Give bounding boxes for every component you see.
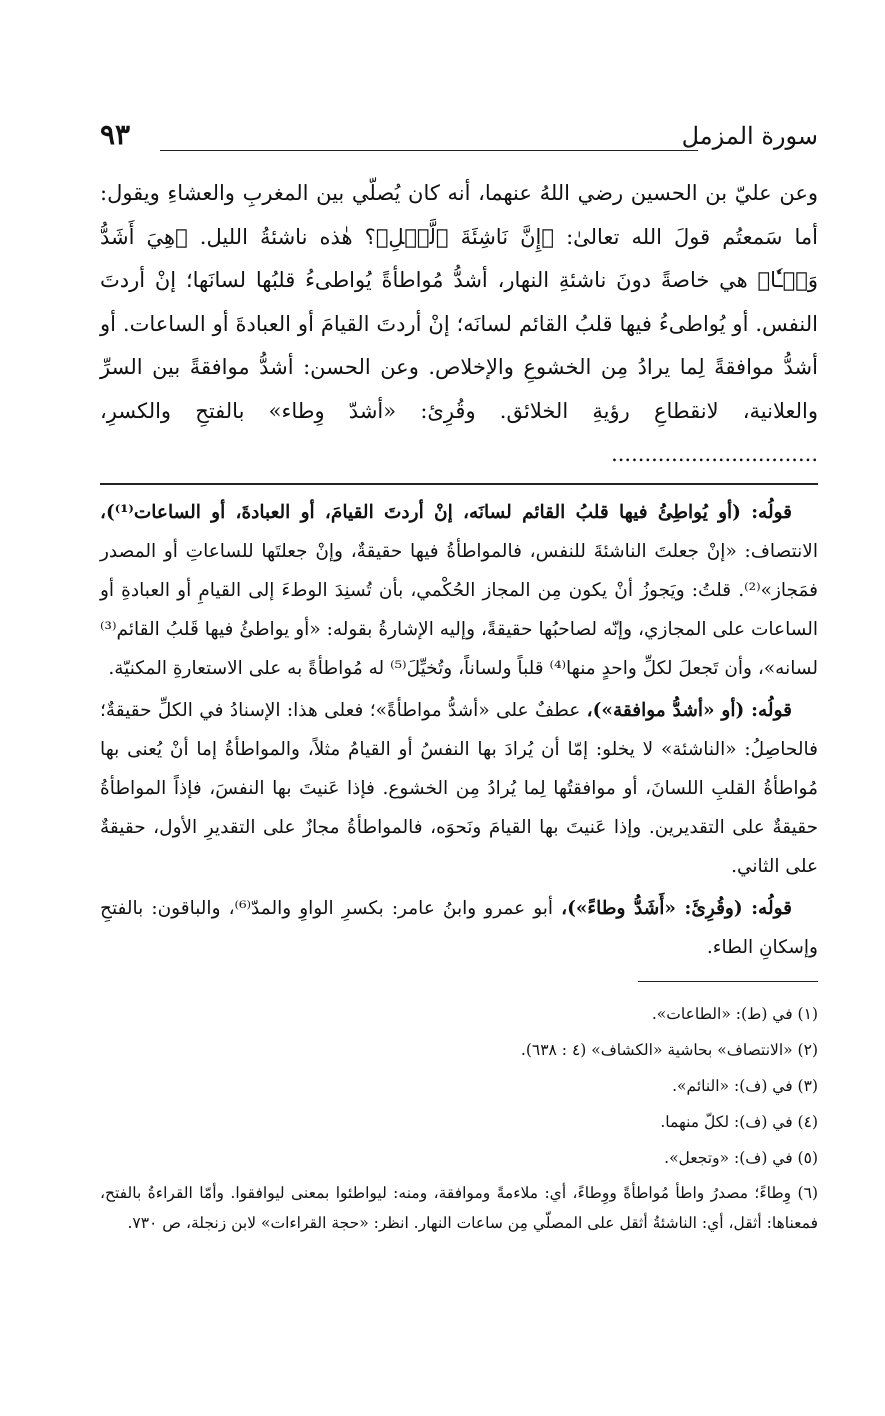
commentary-lead: قولُه: (أو يُواطِئُ فيها قلبُ القائم لسانَه، إنْ أردتَ القيامَ، أو العبادةَ، أو الساعات⁽¹⁾)، xyxy=(100,501,792,523)
footnote-6: (٦) وِطاءً؛ مصدرُ واطأ مُواطأةً ووِطاءً، أي: ملاءمةً وموافقة، ومنه: ليواطئوا بمعنى ليوافقوا. وأمّا القراءةُ بالفتح، فمعناها: أثقل، أي: الناشئةُ أثقل على المصلّي مِن ساعات النهار. انظر: «حجة القراءات» لابن زنجلة، ص ٧٣٠. xyxy=(100,1183,818,1232)
footnote-3: (٣) في (ف): «النائم». xyxy=(672,1076,818,1095)
footnote-rule xyxy=(638,981,818,982)
dotted-leader: ............................... xyxy=(611,442,818,466)
footnote-2: (٢) «الانتصاف» بحاشية «الكشاف» (٤ : ٦٣٨). xyxy=(520,1040,818,1059)
page-number: ٩٣ xyxy=(100,118,131,151)
commentary-lead: قولُه: (وقُرِئَ: «أَشَدُّ وطاءً»)، xyxy=(561,897,793,919)
main-paragraph-text: وعن عليّ بن الحسين رضي اللهُ عنهما، أنه كان يُصلّي بين المغربِ والعشاءِ ويقول: أما سَمعتُم قولَ الله تعالىٰ: ﴿إِنَّ نَاشِئَةَ ٱلَّيۡلِ﴾؟ هٰذه ناشئةُ الليل. ﴿هِيَ أَشَدُّ وَطۡـٔٗا﴾ هي خاصةً دونَ ناشئةِ النهار، أشدُّ مُواطأةً يُواطىءُ قلبُها لسانَها؛ إنْ أردتَ النفس. أو يُواطىءُ فيها قلبُ القائم لسانَه؛ إنْ أردتَ القيامَ أو العبادةَ أو الساعات. أو أشدُّ موافقةً لِما يرادُ مِن الخشوعِ والإخلاص. وعن الحسن: أشدُّ موافقةً بين السرِّ والعلانية، لانقطاعِ رؤيةِ الخلائق. وقُرِئ: «أشدّ وِطاء» بالفتحِ والكسرِ، xyxy=(100,181,818,423)
footnote-1: (١) في (ط): «الطاعات». xyxy=(651,1004,818,1023)
book-page xyxy=(100,118,818,1318)
surah-title: سورة المزمل xyxy=(681,122,818,150)
main-paragraph xyxy=(100,172,818,477)
footnote-5: (٥) في (ف): «وتجعل». xyxy=(664,1148,818,1167)
commentary-paragraph-1 xyxy=(100,493,818,688)
section-divider xyxy=(100,483,818,485)
footnote-4: (٤) في (ف): لكلّ منهما. xyxy=(660,1112,818,1131)
main-tafsir-text xyxy=(100,172,818,477)
commentary-body: عطفٌ على «أشدُّ مواطأةً»؛ فعلى هذا: الإسنادُ في الكلِّ حقيقةٌ؛ فالحاصِلُ: «الناشئة» لا يخلو: إمّا أن يُرادَ بها النفسُ أو القيامُ مثلاً، والمواطأةُ إما أنْ يُعنى بها مُواطأةُ القلبِ اللسانَ، أو موافقتُها لِما يُرادُ مِن الخشوع. فإذا عَنيتَ بها النفسَ، فإذاً المواطأةُ حقيقةٌ على التقديرين. وإذا عَنيتَ بها القيامَ ونَحوَه، فالمواطأةُ مجازٌ على التقديرِ الأول، حقيقةٌ على الثاني. xyxy=(100,699,818,877)
commentary-body: الانتصاف: «إنْ جعلتَ الناشئةَ للنفس، فالمواطأةُ فيها حقيقةٌ، وإنْ جعلتَها للساعاتِ أو المصدر فمَجاز»⁽²⁾. قلتُ: ويَجوزُ أنْ يكون مِن المجاز الحُكْمي، بأن تُسنِدَ الوطءَ إلى القيامِ أو العبادةِ أو الساعات على المجازي، وإنّه لصاحبُها حقيقةً، وإليه الإشارةُ بقوله: «أو يواطئُ فيها قَلبُ القائم⁽³⁾ لسانه»، وأن تَجعلَ لكلِّ واحدٍ منها⁽⁴⁾ قلباً ولساناً، وتُخيِّلَ⁽⁵⁾ له مُواطأةً به على الاستعارةِ المكنيّة. xyxy=(100,540,818,679)
page-header xyxy=(100,118,818,170)
commentary-lead: قولُه: (أو «أشدُّ موافقة»)، xyxy=(586,699,792,721)
commentary-paragraph-3 xyxy=(100,889,818,967)
footnotes xyxy=(100,996,818,1238)
commentary-section xyxy=(100,493,818,967)
commentary-body: أبو عمرو وابنُ عامر: بكسرِ الواوِ والمدّ⁽⁶⁾، والباقون: بالفتحِ وإسكانِ الطاء. xyxy=(100,897,818,958)
header-rule xyxy=(160,150,698,151)
commentary-paragraph-2 xyxy=(100,691,818,886)
